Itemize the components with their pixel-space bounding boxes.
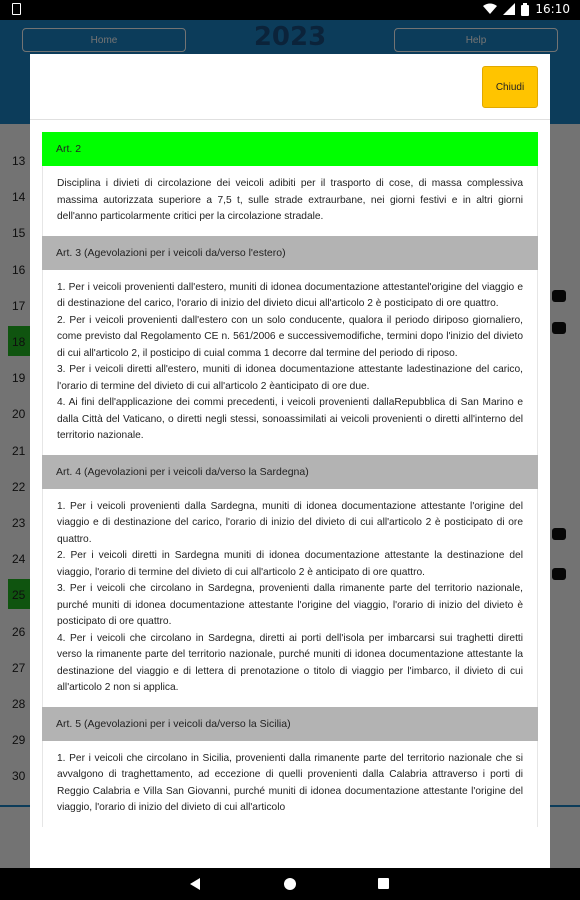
navigation-bar xyxy=(0,868,580,900)
wifi-icon xyxy=(483,3,497,15)
article-paragraph: 3. Per i veicoli diretti all'estero, muniti di idonea documentazione attestante ladestinazione del carico, l'orario di termine del divieto di cui all'articolo 2 èanticipato di ore due. xyxy=(57,364,523,392)
article-paragraph: 4. Ai fini dell'applicazione dei commi precedenti, i veicoli provenienti dallaRepubblica di San Marino e dalla Città del Vaticano, o diretti negli stessi, sonoassimilati ai veicoli provenienti o diretti all'interno del territorio nazionale. xyxy=(57,397,523,441)
article-paragraph: 2. Per i veicoli provenienti dall'estero con un solo conducente, qualora il periodo diriposo giornaliero, come previsto dal Regolamento CE n. 561/2006 e successivemodifiche, termini dopo l'inizio del divieto di cui all'articolo 2, il posticipo di cuial comma 1 decorre dal termine del periodo di riposo. xyxy=(57,314,523,359)
article-paragraph: 3. Per i veicoli che circolano in Sardegna, provenienti dalla rimanente parte del territorio nazionale, purché muniti di idonea documentazione attestante l'origine del viaggio, l'orario di inizio del divieto è posticipato di ore quattro. xyxy=(57,583,523,627)
article-paragraph: 2. Per i veicoli diretti in Sardegna muniti di idonea documentazione attestante la destinazione del viaggio, l'orario di termine del divieto di cui all'articolo 2 è anticipato di ore quattro. xyxy=(57,550,523,578)
recent-apps-icon[interactable] xyxy=(378,878,389,889)
article-paragraph: 1. Per i veicoli provenienti dalla Sardegna, muniti di idonea documentazione attestante l'origine del viaggio e di destinazione del carico, l'orario di inizio del divieto di cui all'articolo 2 è posticipato di ore quattro. xyxy=(57,500,523,545)
status-bar xyxy=(0,0,580,20)
clock: 16:10 xyxy=(535,2,570,16)
section-text xyxy=(42,270,538,455)
back-icon[interactable] xyxy=(190,878,200,890)
close-button[interactable]: Chiudi xyxy=(482,66,538,108)
section-title: Art. 3 (Agevolazioni per i veicoli da/verso l'estero) xyxy=(42,236,538,270)
section-text xyxy=(42,489,538,707)
section-title: Art. 4 (Agevolazioni per i veicoli da/verso la Sardegna) xyxy=(42,455,538,489)
section-title: Art. 2 xyxy=(42,132,538,166)
section-text xyxy=(42,741,538,827)
dialog-content[interactable] xyxy=(42,132,538,827)
section-text xyxy=(42,166,538,236)
article-paragraph: 4. Per i veicoli che circolano in Sardegna, diretti ai porti dell'isola per imbarcarsi sui traghetti diretti verso la rimanente parte del territorio nazionale, purché muniti di idonea documentazione attestante la destinazione del viaggio e di lettera di prenotazione o titolo di viaggio per l'imbarco, il divieto di cui all'articolo 2 non si applica. xyxy=(57,632,523,693)
dialog-header xyxy=(30,54,550,120)
regulations-dialog xyxy=(30,54,550,868)
section-title: Art. 5 (Agevolazioni per i veicoli da/verso la Sicilia) xyxy=(42,707,538,741)
article-paragraph: Disciplina i divieti di circolazione dei veicoli adibiti per il trasporto di cose, di massa complessiva massima autorizzata superiore a 7,5 t, sulle strade extraurbane, nei giorni festivi e in altri giorni dell'anno particolarmente critici per la circolazione stradale. xyxy=(57,178,523,222)
signal-icon xyxy=(503,3,515,15)
notification-icon xyxy=(12,3,21,15)
status-right xyxy=(483,2,570,16)
home-icon[interactable] xyxy=(284,878,296,890)
article-paragraph: 1. Per i veicoli provenienti dall'estero, muniti di idonea documentazione attestantel'origine del viaggio e di destinazione del carico, l'orario di inizio del divieto dicui all'articolo 2 è posticipato di ore quattro. xyxy=(57,281,523,309)
article-paragraph: 1. Per i veicoli che circolano in Sicilia, provenienti dalla rimanente parte del territorio nazionale che si avvalgono di traghettamento, ad eccezione di quelli provenienti dalla Calabria attraverso i porti di Reggio Calabria e Villa San Giovanni, purché muniti di idonea documentazione attestante l'origine del viaggio, l'orario di inizio del divieto di cui all'articolo xyxy=(57,752,523,813)
battery-icon xyxy=(521,3,529,16)
